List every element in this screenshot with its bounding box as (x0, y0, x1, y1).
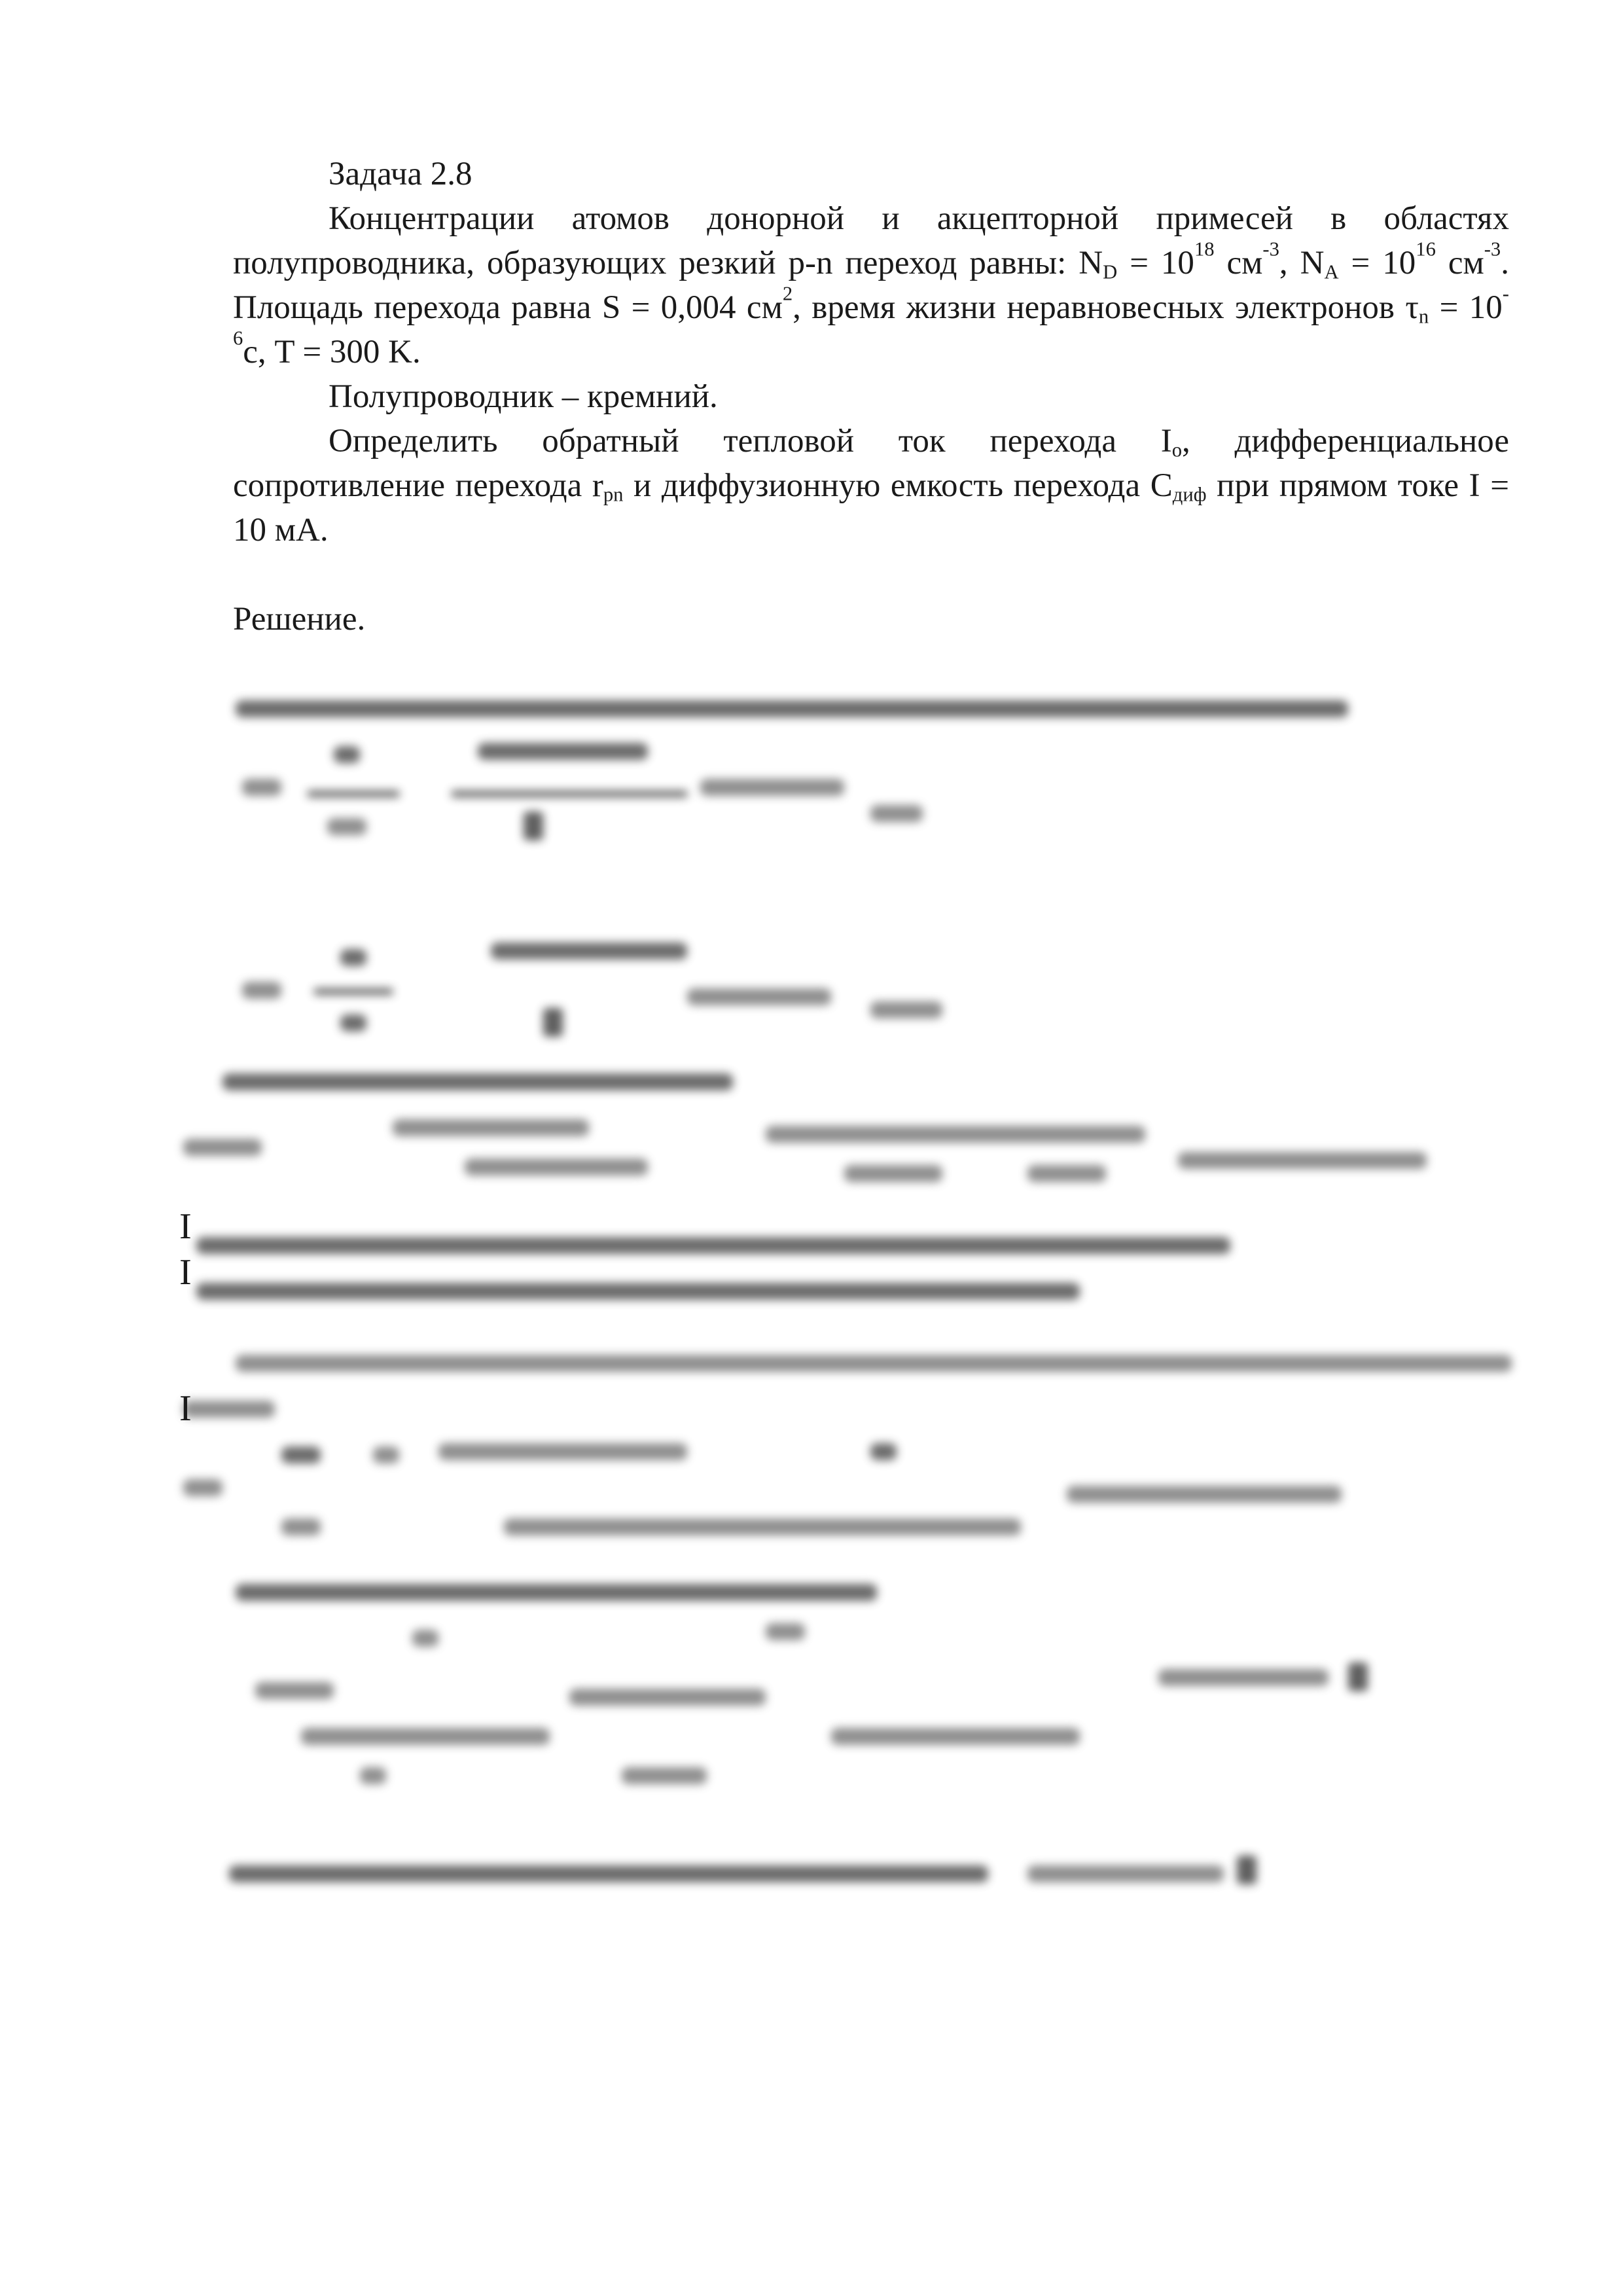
task-condition-paragraph: Концентрации атомов донорной и акцепторной примесей в областях полупроводника, образующих резкий p-n переход равны: $N_D = 10^{18}$ $см^{-3}$, $N_A = 10^{16}$ $см^{-3}$. Площадь перехода равна S = 0,004 $см^2$, время жизни неравновесных электронов $\tau_n = 10^{-6}с$, T = 300 K. (233, 200, 1509, 370)
question-paragraph: Определить обратный тепловой ток перехода $I_o$, дифференциальное сопротивление перехода $r_{pn}$ и диффузионную емкость перехода $C_{диф}$ при прямом токе I = 10 мА. (233, 423, 1510, 548)
edge-letter-1: I (179, 1206, 192, 1247)
task-title: Задача 2.8 (329, 156, 473, 192)
material-paragraph: Полупроводник – кремний. (329, 378, 718, 415)
blurred-solution (177, 681, 1525, 1924)
task-text (233, 152, 1509, 641)
edge-letter-3: I (179, 1388, 192, 1429)
edge-letter-2: I (179, 1252, 192, 1293)
solution-heading: Решение. (233, 601, 366, 637)
